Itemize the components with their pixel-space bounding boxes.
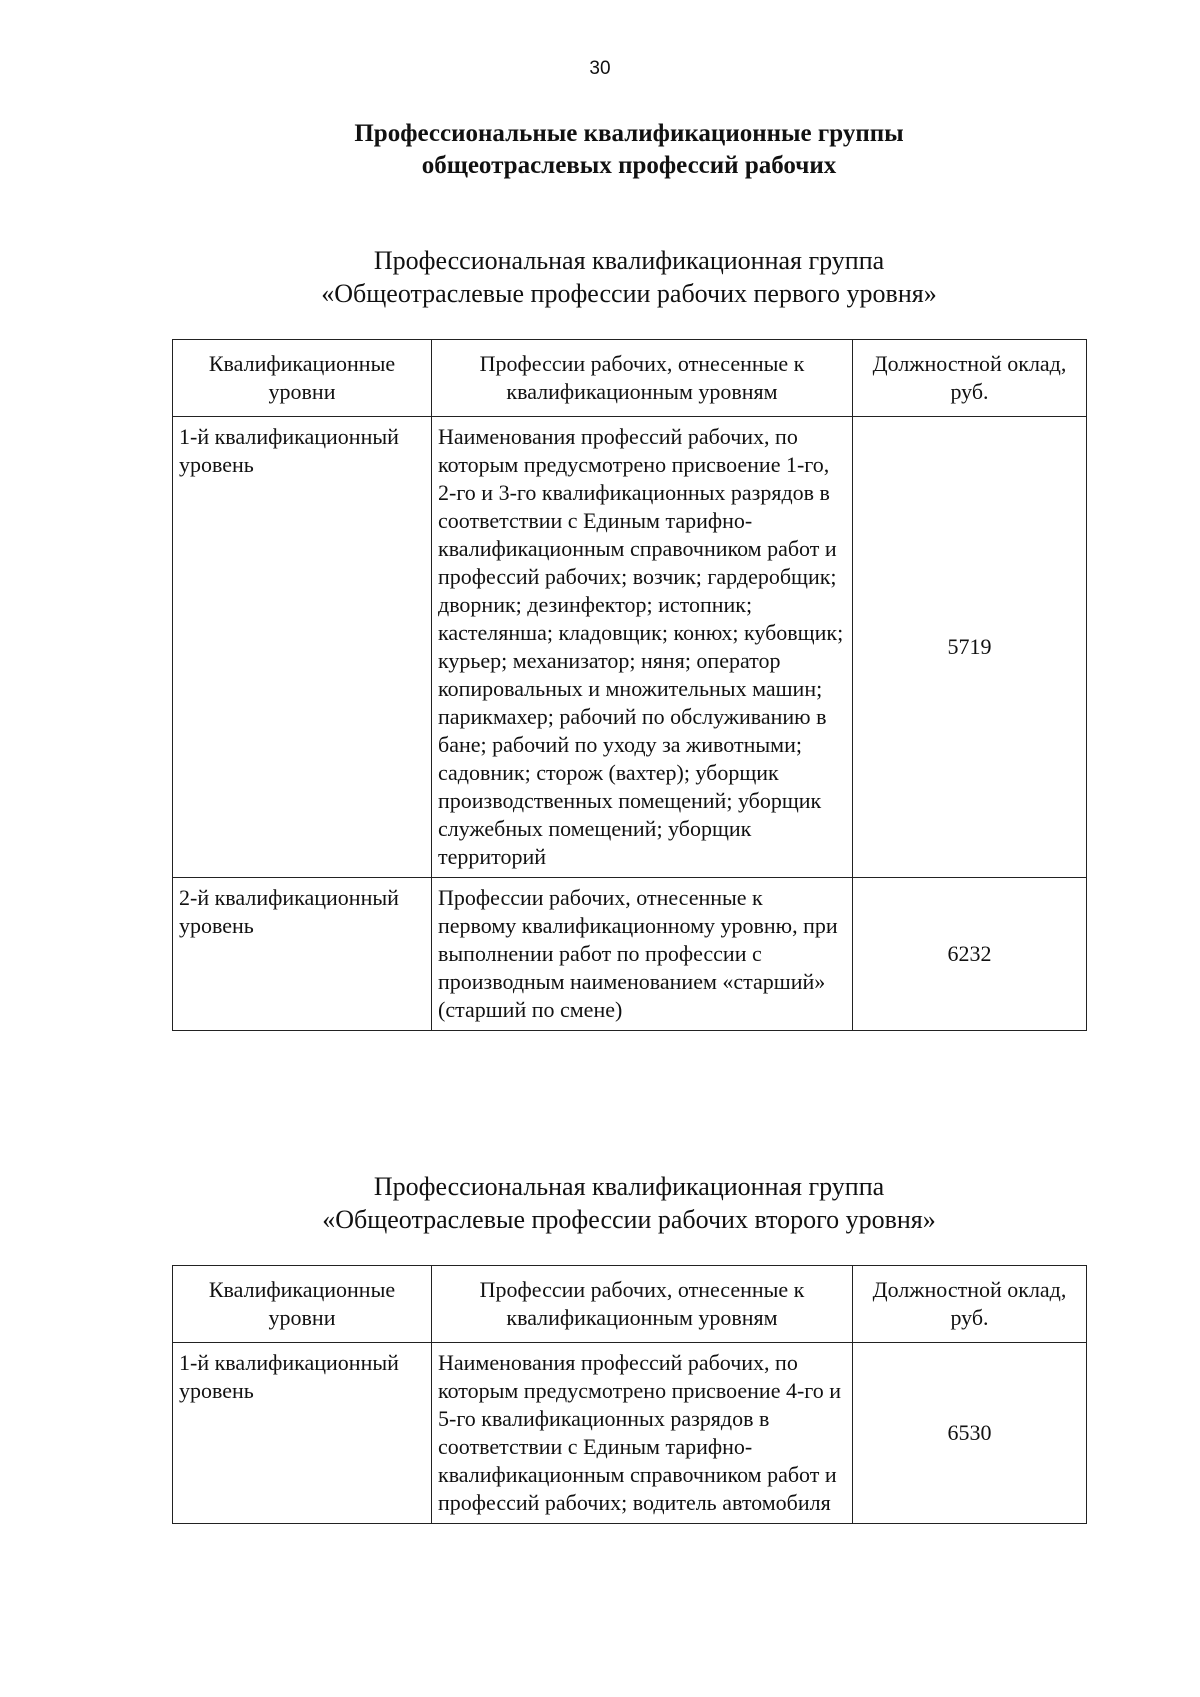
group-2-title-line-2: «Общеотраслевые профессии рабочих второго уровня» [322,1205,936,1234]
table-header-row [173,1266,1087,1343]
group-1-title-line-1: Профессиональная квалификационная группа [373,246,885,275]
group-1-title [0,244,1200,310]
level-cell: 1-й квалификационный уровень [173,1343,432,1524]
salary-cell: 6232 [853,878,1087,1031]
header-levels: Квалификационные уровни [173,340,432,417]
salary-cell: 6530 [853,1343,1087,1524]
page-number: 30 [589,58,611,79]
table-row [173,878,1087,1031]
table-row [173,1343,1087,1524]
table-header-row [173,340,1087,417]
header-levels: Квалификационные уровни [173,1266,432,1343]
header-professions: Профессии рабочих, отнесенные к квалификационным уровням [432,340,853,417]
professions-cell: Наименования профессий рабочих, по которым предусмотрено присвоение 4-го и 5-го квалификационных разрядов в соответствии с Единым тарифно-квалификационным справочником работ и профессий рабочих; водитель автомобиля [432,1343,853,1524]
group-1-title-line-2: «Общеотраслевые профессии рабочих первого уровня» [321,279,937,308]
header-salary: Должностной оклад, руб. [853,340,1087,417]
group-2-table [172,1265,1087,1524]
group-1-table [172,339,1087,1031]
professions-cell: Наименования профессий рабочих, по которым предусмотрено присвоение 1-го, 2-го и 3-го квалификационных разрядов в соответствии с Единым тарифно-квалификационным справочником работ и профессий рабочих; возчик; гардеробщик; дворник; дезинфектор; истопник; кастелянша; кладовщик; конюх; кубовщик; курьер; механизатор; няня; оператор копировальных и множительных машин; парикмахер; рабочий по обслуживанию в бане; рабочий по уходу за животными; садовник; сторож (вахтер); уборщик производственных помещений; уборщик служебных помещений; уборщик территорий [432,417,853,878]
salary-cell: 5719 [853,417,1087,878]
table-row [173,417,1087,878]
professions-cell: Профессии рабочих, отнесенные к первому квалификационному уровню, при выполнении работ по профессии с производным наименованием «старший» (старший по смене) [432,878,853,1031]
header-salary: Должностной оклад, руб. [853,1266,1087,1343]
group-2-title-line-1: Профессиональная квалификационная группа [373,1172,885,1201]
header-professions: Профессии рабочих, отнесенные к квалификационным уровням [432,1266,853,1343]
level-cell: 1-й квалификационный уровень [173,417,432,878]
document-title-line-2: общеотраслевых профессий рабочих [421,152,837,179]
document-title [0,118,1200,182]
document-title-line-1: Профессиональные квалификационные группы [354,120,904,147]
level-cell: 2-й квалификационный уровень [173,878,432,1031]
group-2-title [0,1170,1200,1236]
